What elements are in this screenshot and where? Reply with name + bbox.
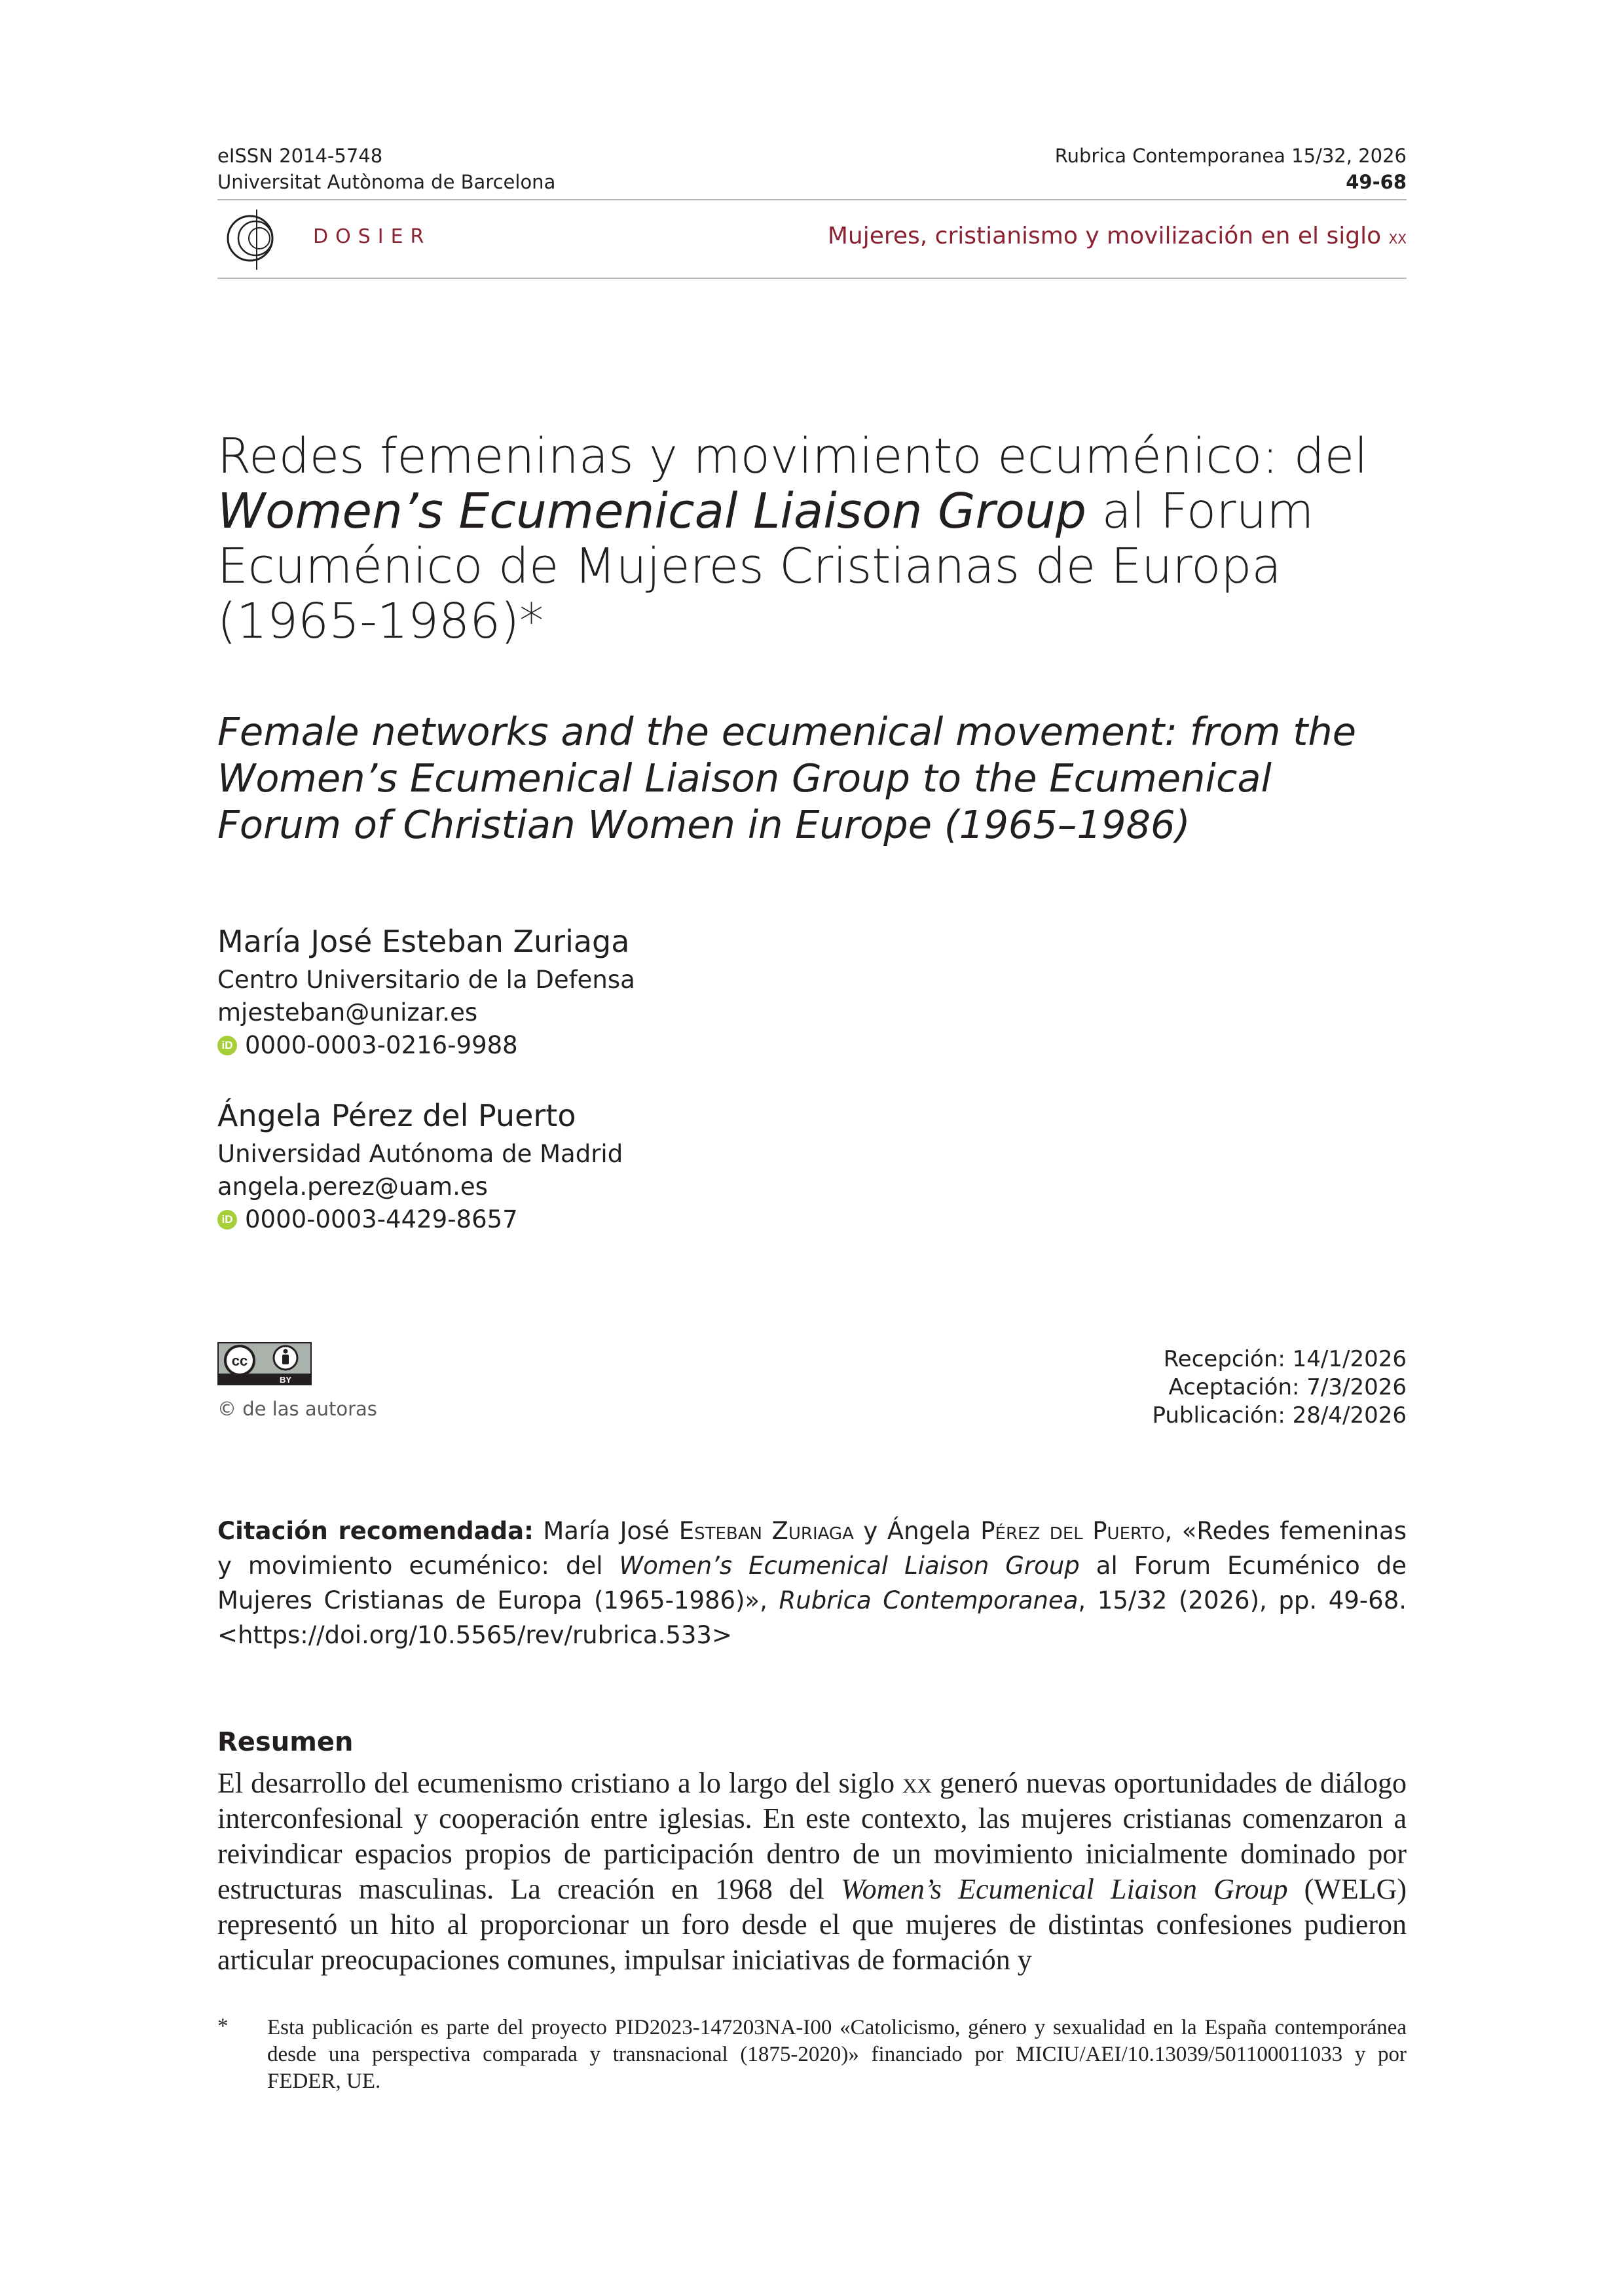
header-rule-top bbox=[217, 199, 1407, 200]
orcid-icon: iD bbox=[217, 1036, 237, 1055]
citation-title-start: , «Redes femeninas y movimiento ecuménico: del bbox=[217, 1517, 1407, 1580]
author-affiliation: Centro Universitario de la Defensa bbox=[217, 966, 635, 994]
author-email[interactable]: angela.perez@uam.es bbox=[217, 1173, 488, 1201]
article-title-english: Female networks and the ecumenical movement: from the Women’s Ecumenical Liaison Group to the Ecumenical Forum of Christian Women in Europe (1965–1986) bbox=[217, 709, 1357, 847]
abstract-text-2: generó nuevas oportunidades de diálogo interconfesional y cooperación entre iglesias. En este contexto, las mujeres cristianas comenzaron a reivindicar espacios propios de participación dentro de un movimiento inicialmente dominado por estructuras masculinas. La creación en 1968 del bbox=[217, 1767, 1407, 1905]
received-date: Recepción: 14/1/2026 bbox=[1163, 1346, 1407, 1372]
orcid-icon: iD bbox=[217, 1210, 237, 1230]
author-name: María José Esteban Zuriaga bbox=[217, 924, 630, 959]
published-date: Publicación: 28/4/2026 bbox=[1152, 1402, 1407, 1429]
abstract-body bbox=[217, 1766, 1407, 1978]
citation-title-end: al Forum Ecuménico de Mujeres Cristianas de Europa (1965-1986)», bbox=[217, 1552, 1407, 1614]
journal-logo-icon bbox=[217, 207, 283, 272]
abstract-heading: Resumen bbox=[217, 1727, 354, 1757]
cc-label: cc bbox=[231, 1353, 248, 1369]
author-orcid[interactable] bbox=[217, 1029, 518, 1062]
citation-author2-first: Ángela bbox=[887, 1517, 971, 1545]
citation-label: Citación recomendada: bbox=[217, 1517, 534, 1545]
citation-and: y bbox=[863, 1517, 878, 1545]
citation-group-name: Women’s Ecumenical Liaison Group bbox=[619, 1552, 1080, 1580]
abstract-text-3: (WELG) representó un hito al proporcionar un foro desde el que mujeres de distintas confesiones pudieron articular preocupaciones comunes, impulsar iniciativas de formación y bbox=[217, 1873, 1407, 1976]
publication-dates bbox=[1152, 1345, 1407, 1430]
section-label: DOSIER bbox=[313, 225, 432, 248]
abstract-century: xx bbox=[902, 1767, 932, 1799]
author-orcid[interactable] bbox=[217, 1203, 518, 1236]
citation-author1-last: Esteban Zuriaga bbox=[678, 1517, 854, 1545]
footnote-text: Esta publicación es parte del proyecto PID2023-147203NA-I00 «Catolicismo, género y sexualidad en la España contemporánea desde una perspectiva comparada y transnacional (1875-2020)» financiado por MICIU/AEI/10.13039/501100011033 y por FEDER, UE. bbox=[267, 2016, 1407, 2093]
title-es-part2: al Forum Ecuménico de Mujeres Cristianas de Europa (1965-1986)* bbox=[217, 483, 1314, 649]
page-range: 49-68 bbox=[1346, 171, 1407, 193]
orcid-number[interactable]: 0000-0003-4429-8657 bbox=[245, 1205, 518, 1233]
header-rule-bottom bbox=[217, 278, 1407, 279]
university: Universitat Autònoma de Barcelona bbox=[217, 171, 556, 193]
dossier-century: xx bbox=[1388, 227, 1407, 248]
recommended-citation bbox=[217, 1514, 1407, 1652]
eissn: eISSN 2014-5748 bbox=[217, 145, 383, 167]
author-email[interactable]: mjesteban@unizar.es bbox=[217, 998, 478, 1027]
orcid-number[interactable]: 0000-0003-0216-9988 bbox=[245, 1031, 518, 1059]
citation-journal: Rubrica Contemporanea bbox=[779, 1586, 1079, 1614]
citation-author2-last: Pérez del Puerto bbox=[980, 1517, 1165, 1545]
copyright-notice: © de las autoras bbox=[217, 1398, 377, 1420]
title-es-part1: Redes femeninas y movimiento ecuménico: del bbox=[217, 428, 1368, 484]
citation-author1-first: María José bbox=[543, 1517, 670, 1545]
dossier-title-text: Mujeres, cristianismo y movilización en el siglo bbox=[827, 223, 1382, 249]
journal-issue: Rubrica Contemporanea 15/32, 2026 bbox=[1054, 145, 1407, 167]
abstract-text-1: El desarrollo del ecumenismo cristiano a lo largo del siglo bbox=[217, 1767, 895, 1799]
abstract-group-name: Women’s Ecumenical Liaison Group bbox=[840, 1873, 1288, 1905]
author-name: Ángela Pérez del Puerto bbox=[217, 1098, 576, 1133]
journal-info-left bbox=[217, 143, 555, 195]
cc-by-license-icon[interactable] bbox=[217, 1342, 312, 1385]
author-affiliation: Universidad Autónoma de Madrid bbox=[217, 1140, 623, 1168]
article-title-spanish bbox=[217, 429, 1370, 649]
footnote-mark: * bbox=[217, 2014, 229, 2038]
journal-info-right bbox=[1055, 143, 1407, 195]
title-es-italic: Women’s Ecumenical Liaison Group bbox=[217, 483, 1086, 539]
dossier-title bbox=[828, 223, 1407, 249]
accepted-date: Aceptación: 7/3/2026 bbox=[1168, 1374, 1407, 1400]
by-label: BY bbox=[279, 1375, 292, 1385]
citation-details-doi[interactable]: , 15/32 (2026), pp. 49-68. <https://doi.org/10.5565/rev/rubrica.533> bbox=[217, 1586, 1407, 1649]
